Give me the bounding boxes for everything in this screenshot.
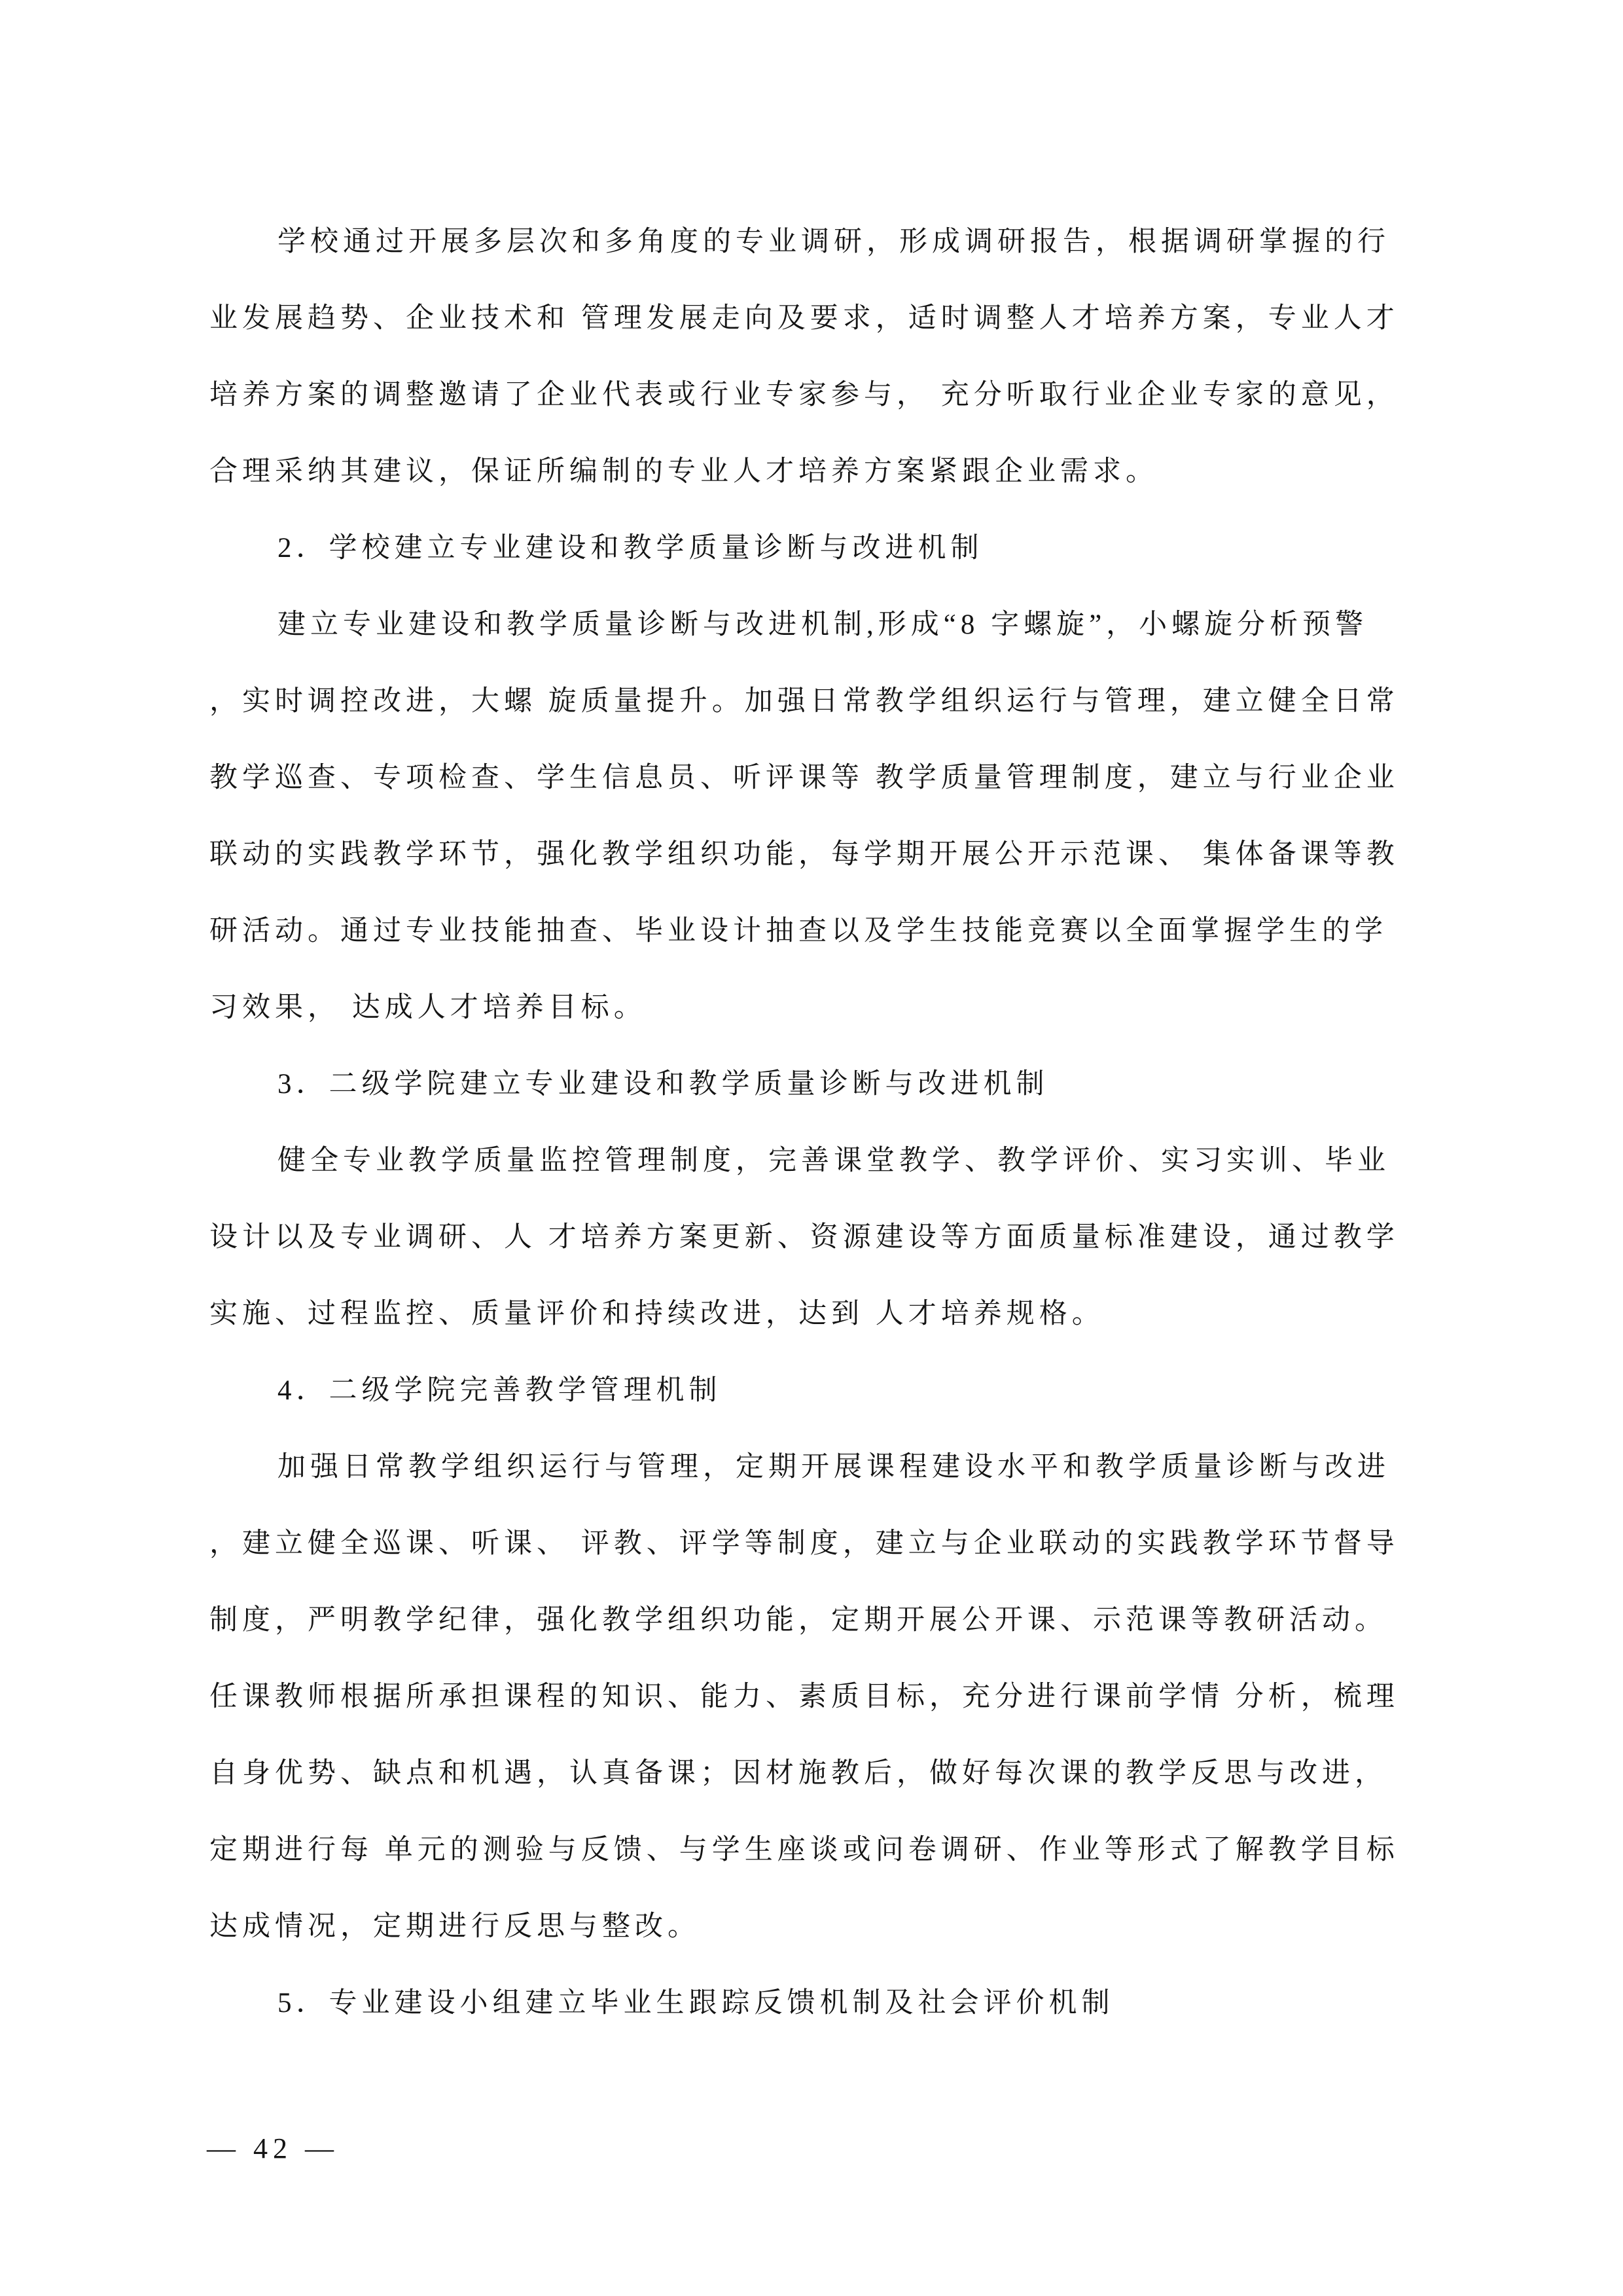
text-line: 自身优势、缺点和机遇，认真备课；因材施教后，做好每次课的教学反思与改进， <box>209 1758 1387 1789</box>
item-heading-paragraph <box>209 510 1440 586</box>
text-line: 达成情况，定期进行反思与整改。 <box>209 1911 700 1942</box>
text-line: 合理采纳其建议，保证所编制的专业人才培养方案紧跟企业需求。 <box>209 456 1158 487</box>
text-line: 实施、过程监控、质量评价和持续改进，达到 人才培养规格。 <box>209 1299 1105 1329</box>
text-line: 建立专业建设和教学质量诊断与改进机制,形成“8 字螺旋”，小螺旋分析预警 <box>277 609 1368 640</box>
text-line: 健全专业教学质量监控管理制度，完善课堂教学、教学评价、实习实训、毕业 <box>277 1145 1390 1176</box>
text-line: 加强日常教学组织运行与管理，定期开展课程建设水平和教学质量诊断与改进 <box>277 1452 1390 1482</box>
body-paragraph <box>209 204 1440 510</box>
document-content <box>209 204 1440 2041</box>
item-heading-paragraph <box>209 1965 1440 2041</box>
text-line: 教学巡查、专项检查、学生信息员、听评课等 教学质量管理制度，建立与行业企业 <box>209 762 1399 793</box>
text-line: 制度，严明教学纪律，强化教学组织功能，定期开展公开课、示范课等教研活动。 <box>209 1605 1387 1636</box>
text-line: 学校通过开展多层次和多角度的专业调研，形成调研报告，根据调研掌握的行 <box>277 226 1390 257</box>
text-line: 2．学校建立专业建设和教学质量诊断与改进机制 <box>277 533 984 564</box>
body-paragraph <box>209 1429 1440 1965</box>
item-heading-paragraph <box>209 1352 1440 1429</box>
item-heading-paragraph <box>209 1046 1440 1122</box>
text-line: 任课教师根据所承担课程的知识、能力、素质目标，充分进行课前学情 分析，梳理 <box>209 1681 1399 1712</box>
text-line: 4．二级学院完善教学管理机制 <box>277 1375 722 1406</box>
text-line: 培养方案的调整邀请了企业代表或行业专家参与， 充分听取行业企业专家的意见， <box>209 380 1399 410</box>
text-line: 研活动。通过专业技能抽查、毕业设计抽查以及学生技能竞赛以全面掌握学生的学 <box>209 916 1387 946</box>
text-line: 习效果， 达成人才培养目标。 <box>209 992 647 1023</box>
page-footer <box>207 2133 339 2164</box>
body-paragraph <box>209 586 1440 1046</box>
body-paragraph <box>209 1122 1440 1352</box>
text-line: 设计以及专业调研、人 才培养方案更新、资源建设等方面质量标准建设，通过教学 <box>209 1222 1399 1253</box>
text-line: ，建立健全巡课、听课、 评教、评学等制度，建立与企业联动的实践教学环节督导 <box>209 1528 1399 1559</box>
text-line: 业发展趋势、企业技术和 管理发展走向及要求，适时调整人才培养方案，专业人才 <box>209 303 1399 334</box>
text-line: 联动的实践教学环节，强化教学组织功能，每学期开展公开示范课、 集体备课等教 <box>209 839 1399 870</box>
text-line: 定期进行每 单元的测验与反馈、与学生座谈或问卷调研、作业等形式了解教学目标 <box>209 1835 1399 1865</box>
text-line: 3．二级学院建立专业建设和教学质量诊断与改进机制 <box>277 1069 1049 1100</box>
text-line: ，实时调控改进，大螺 旋质量提升。加强日常教学组织运行与管理，建立健全日常 <box>209 686 1399 717</box>
page-number: — 42 — <box>207 2132 339 2164</box>
text-line: 5．专业建设小组建立毕业生跟踪反馈机制及社会评价机制 <box>277 1988 1115 2018</box>
